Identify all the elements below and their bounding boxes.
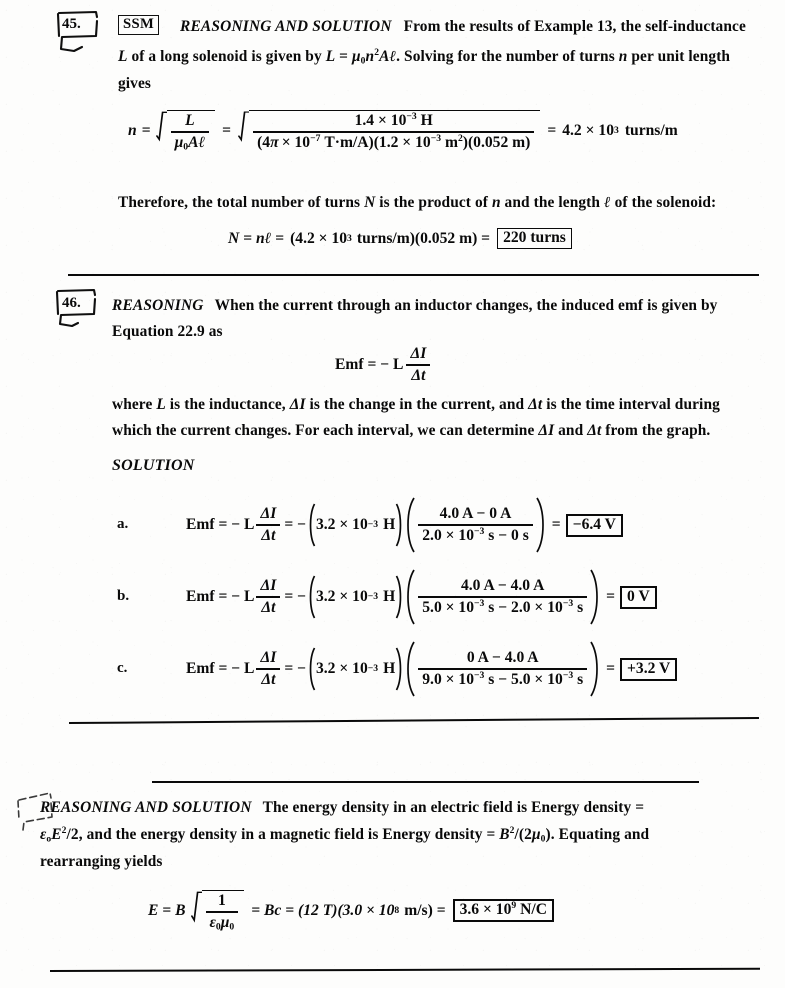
a-frac-den-exp: −3: [474, 525, 485, 537]
equation-emf-part-b: Emf = − L $\frac{\Delta I}{\Delta t}$ = − 3.2 × 10 −3 H $\frac{4.0 A - 4.0 A}{5.0 \times 10^{-3} s - 2.0 \times 10^{-3} s}$ = 0 V: [186, 569, 657, 625]
section-divider-2: [69, 717, 759, 724]
b-fraction-current-time: [418, 577, 587, 617]
where-a: where: [112, 396, 157, 413]
frac2-num-unit: H: [420, 112, 433, 129]
equation-emf-part-a: Emf = − L $\frac{\Delta I}{\Delta t}$ = − 3.2 × 10 −3 H $\frac{4.0 A - 0 A}{2.0 \times 10^{-3} s - 0 s}$ = −6.4 V: [186, 497, 623, 553]
p47-a: /2, and the energy density in a magnetic field is Energy density =: [66, 826, 500, 843]
a-paren-right-2-icon: [535, 497, 547, 553]
problem-number-45-label: 45.: [62, 16, 81, 32]
inline-formula-self-inductance: $L = \mu_0n^2A\ell$: [325, 46, 397, 67]
c-fraction-dI-dt: [256, 649, 280, 689]
problem47-heading-line: [40, 795, 785, 821]
eq47-boxed-exp: 9: [511, 900, 517, 912]
c-paren-right-1-icon: [395, 647, 404, 691]
c-frac-den-mantissa: 9.0 × 10: [422, 670, 475, 688]
section-divider-3: [152, 781, 699, 783]
var-epsilon-sub: o: [46, 833, 52, 845]
eq47-eps: ε: [209, 913, 216, 931]
var-mu: μ: [531, 826, 541, 843]
eq47-mid-rest: m/s) =: [404, 901, 446, 919]
frac2-den-p3: T·m/A)(1.2 × 10: [324, 133, 431, 151]
b-frac-den-mantissa: 5.0 × 10: [422, 598, 475, 616]
b-frac-num: 4.0 A − 4.0 A: [460, 577, 545, 595]
eq45-result-mantissa: 4.2 × 10: [562, 121, 614, 139]
eq47-frac-den: [206, 913, 239, 932]
b-frac-den-rest: s: [577, 598, 584, 616]
var-ell: ℓ: [603, 194, 611, 211]
b-lhs: Emf = − L: [186, 588, 255, 605]
b-paren-right-2-icon: [589, 569, 601, 625]
a-fraction-dI-dt: [256, 505, 280, 545]
equation-emf-part-c: Emf = − L $\frac{\Delta I}{\Delta t}$ = − 3.2 × 10 −3 H $\frac{0 A - 4.0 A}{9.0 \times 10^{-3} s - 5.0 \times 10^{-3} s}$ = +3.2 V: [186, 641, 677, 697]
a-coef-unit: H: [383, 516, 396, 533]
eq47-eps-sub: 0: [215, 921, 221, 933]
where-c: is the change in the current, and: [305, 396, 529, 413]
problem47-line1: The energy density in an electric field is Energy density =: [262, 799, 645, 816]
therefore-d: of the solenoid:: [610, 194, 717, 211]
frac2-den-p1: (4: [257, 133, 271, 151]
var-B: B: [499, 826, 510, 843]
var-epsilon: ε: [40, 826, 47, 843]
b-den: Δt: [261, 598, 276, 616]
b-frac-den-exp2: −3: [562, 597, 574, 609]
frac2-den-exp2: −3: [430, 132, 442, 144]
a-coef-mantissa: 3.2 × 10: [315, 516, 368, 533]
part-label-a: a.: [117, 516, 129, 532]
radical-sign-icon: [156, 110, 167, 152]
therefore-a: Therefore, the total number of turns: [118, 194, 365, 211]
frac2-den-exp3: 2: [457, 132, 463, 144]
a-num: ΔI: [260, 505, 277, 523]
equation-E-field-magnitude: E = B $\frac{1}{\varepsilon_0\mu_0}$ = Bc = (12 T)(3.0 × 10 8 m/s) = $3.6 \times 10^9$ N/C: [148, 890, 554, 932]
where-f: and: [554, 422, 588, 439]
eq47-frac-num: 1: [217, 892, 226, 909]
problem-number-box-45: [62, 16, 81, 33]
b-paren-right-1-icon: [395, 575, 404, 619]
therefore-c: and the length: [500, 194, 604, 211]
problem46-intro-line1: When the current through an inductor changes, the induced emf is given by: [214, 297, 718, 314]
frac2-den-pi: π: [270, 133, 279, 151]
section-divider-1: [68, 274, 759, 276]
equation-n-solenoid: n = $\frac{L}{\mu_0A\ell}$ = $\frac{1.4 \times 10^{-3} H}{(4\pi \times 10^{-7} T\cdot m/A)(1.2 \times 10^{-3} m^2)(0.052 m)}$ = 4.2 × 10 3 turns/m: [128, 110, 678, 153]
c-num: ΔI: [260, 649, 277, 667]
c-frac-den-exp2: −3: [562, 669, 574, 681]
problem-number-box-46: [62, 295, 81, 312]
a-frac-den-rest: s − 0 s: [488, 526, 529, 544]
problem46-intro-line2: Equation 22.9 as: [112, 323, 223, 340]
eq45-equals-2: =: [222, 121, 232, 139]
a-paren-left-2-icon: [404, 497, 416, 553]
frac2-den-p4: m: [444, 133, 458, 151]
fraction-inductance-expression: [253, 112, 534, 152]
a-eq-final: =: [551, 516, 561, 533]
ssm-label: SSM: [123, 16, 155, 32]
var-n-2: n: [491, 194, 501, 211]
frac2-den-p5: )(0.052 m): [462, 133, 531, 151]
problem45-heading-line: [180, 14, 780, 40]
a-lhs: Emf = − L: [186, 516, 255, 533]
var-deltat: Δt: [528, 396, 543, 413]
part-label-b: b.: [117, 588, 130, 604]
var-mu-sub: 0: [540, 833, 546, 845]
frac2-num-mantissa: 1.4 × 10: [354, 112, 407, 129]
boxed-answer-part-b: 0 V: [620, 586, 657, 609]
problem45-intro-line2-text-b: . Solving for the number of turns: [396, 48, 615, 65]
c-eq-final: =: [606, 660, 616, 677]
eq45b-rest: turns/m)(0.052 m) =: [356, 229, 491, 247]
c-lhs: Emf = − L: [186, 660, 255, 677]
problem47-line3: rearranging yields: [40, 853, 163, 870]
frac2-num-exp: −3: [406, 110, 417, 122]
p47-c: ). Equating and: [545, 826, 650, 843]
eq47-mid: = Bc = (12 T)(3.0 × 10: [251, 901, 395, 919]
a-fraction-current-time: [418, 505, 533, 545]
problem47-heading: REASONING AND SOLUTION: [40, 799, 252, 816]
radical-sign-3-icon: [191, 890, 202, 932]
b-frac-den-exp: −3: [474, 597, 485, 609]
c-frac-den-rest: s: [577, 670, 584, 688]
fraction-L-over-mu0Al: [171, 112, 210, 152]
b-eq-final: =: [606, 588, 616, 605]
frac1-numerator: L: [185, 112, 195, 129]
a-frac-num: 4.0 A − 0 A: [439, 505, 512, 523]
var-deltaI-2: ΔI: [538, 422, 555, 439]
c-paren-left-2-icon: [404, 641, 416, 697]
fraction-one-over-eps-mu: [206, 892, 239, 932]
where-e: which the current changes. For each interval, we can determine: [112, 422, 539, 439]
boxed-answer-part-c: +3.2 V: [620, 658, 677, 681]
frac2-denominator: [253, 133, 534, 152]
var-deltaI: ΔI: [289, 396, 306, 413]
b-paren-left-2-icon: [404, 569, 416, 625]
var-B-exp: 2: [509, 824, 515, 836]
problem47-line2: [40, 822, 785, 848]
a-frac-den-mantissa: 2.0 × 10: [422, 526, 475, 544]
eq45-lhs-var: n: [128, 121, 137, 139]
a-paren-left-1-icon: [307, 503, 316, 547]
var-deltat-2: Δt: [587, 422, 602, 439]
var-E: E: [51, 826, 62, 843]
ssm-tag-45: [118, 15, 159, 35]
fraction-dI-dt: [406, 345, 430, 385]
b-fraction-dI-dt: [256, 577, 280, 617]
frac1-denominator: $\mu_0A\ell$: [174, 133, 206, 153]
where-b: is the inductance,: [165, 396, 290, 413]
p47-b: /(2: [514, 826, 532, 843]
eq45-equals-3: =: [547, 121, 557, 139]
b-paren-left-1-icon: [307, 575, 316, 619]
c-paren-right-2-icon: [589, 641, 601, 697]
eq47-lhs: E = B: [148, 901, 186, 919]
emf-def-num: ΔI: [410, 345, 427, 362]
c-fraction-current-time: [418, 649, 587, 689]
c-paren-left-1-icon: [307, 647, 316, 691]
eq45-equals-1: =: [141, 121, 151, 139]
var-L: L: [118, 48, 128, 65]
c-eq: = −: [284, 660, 306, 677]
problem46-where-line1: [112, 392, 784, 418]
sqrt-body-2: [249, 110, 540, 152]
therefore-b: is the product of: [375, 194, 492, 211]
where-g: from the graph.: [601, 422, 711, 439]
var-N: N: [364, 194, 376, 211]
c-frac-den-mid: s − 5.0 × 10: [488, 670, 563, 688]
b-eq: = −: [284, 588, 306, 605]
problem45-therefore-line: [118, 190, 783, 216]
problem-number-46-label: 46.: [62, 295, 81, 311]
problem45-intro-line1: From the results of Example 13, the self-inductance: [403, 18, 746, 35]
problem45-intro-line2-text-a: of a long solenoid is given by: [131, 48, 322, 65]
eq45b-mantissa: (4.2 × 10: [290, 229, 348, 247]
page-bottom-divider: [50, 968, 760, 972]
problem46-heading-line: [112, 293, 782, 319]
c-coef-mantissa: 3.2 × 10: [315, 660, 368, 677]
c-frac-den-exp: −3: [474, 669, 485, 681]
frac2-den-p2: × 10: [281, 133, 311, 151]
problem45-heading: REASONING AND SOLUTION: [180, 18, 392, 35]
c-den: Δt: [261, 670, 276, 688]
b-frac-den: [418, 598, 587, 617]
sqrt-body-3: [202, 890, 245, 932]
equation-emf-definition: [335, 345, 432, 385]
var-n: n: [618, 48, 628, 65]
b-num: ΔI: [260, 577, 277, 595]
problem45-intro-line2-text-c: per unit length: [631, 48, 731, 65]
sqrt-body-1: [167, 110, 216, 152]
boxed-answer-E-field: [453, 899, 554, 922]
b-coef-mantissa: 3.2 × 10: [315, 588, 368, 605]
emf-def-den: Δt: [411, 366, 426, 384]
eq47-boxed-unit: N/C: [520, 901, 547, 919]
solution-heading-46: SOLUTION: [112, 457, 195, 474]
a-eq: = −: [284, 516, 306, 533]
where-d: is the time interval during: [542, 396, 720, 413]
a-frac-den: [418, 526, 533, 545]
problem45-intro-line3: gives: [118, 75, 151, 92]
var-E-exp: 2: [61, 824, 67, 836]
frac2-numerator: [351, 112, 437, 131]
var-L-3: L: [156, 396, 166, 413]
problem46-where-line2: [112, 418, 784, 444]
eq47-mu: μ: [220, 913, 230, 931]
problem46-heading: REASONING: [112, 297, 204, 314]
c-coef-unit: H: [383, 660, 396, 677]
sqrt-one-over-eps-mu: [191, 890, 245, 932]
sqrt-L-over-mu0Al: [156, 110, 216, 152]
c-frac-num: 0 A − 4.0 A: [466, 649, 539, 667]
eq47-mu-sub: 0: [229, 921, 235, 933]
a-paren-right-1-icon: [395, 503, 404, 547]
problem45-intro-line2: [118, 44, 783, 70]
eq47-boxed-mantissa: 3.6 × 10: [459, 901, 512, 919]
boxed-answer-220-turns: 220 turns: [497, 228, 572, 249]
part-label-c: c.: [117, 660, 128, 676]
b-coef-unit: H: [383, 588, 396, 605]
b-frac-den-mid: s − 2.0 × 10: [488, 598, 563, 616]
eq45b-lhs: N = nℓ =: [228, 229, 285, 247]
equation-N-total-turns: N = nℓ = (4.2 × 10 3 turns/m)(0.052 m) = 220 turns: [228, 228, 572, 249]
boxed-answer-part-a: −6.4 V: [566, 514, 623, 537]
a-den: Δt: [261, 526, 276, 544]
frac2-den-exp1: −7: [310, 132, 321, 144]
c-frac-den: [418, 670, 587, 689]
radical-sign-2-icon: [238, 110, 249, 152]
emf-def-lhs: Emf = − L: [335, 355, 404, 373]
eq45-result-unit: turns/m: [624, 121, 678, 139]
sqrt-big-fraction: [238, 110, 540, 152]
